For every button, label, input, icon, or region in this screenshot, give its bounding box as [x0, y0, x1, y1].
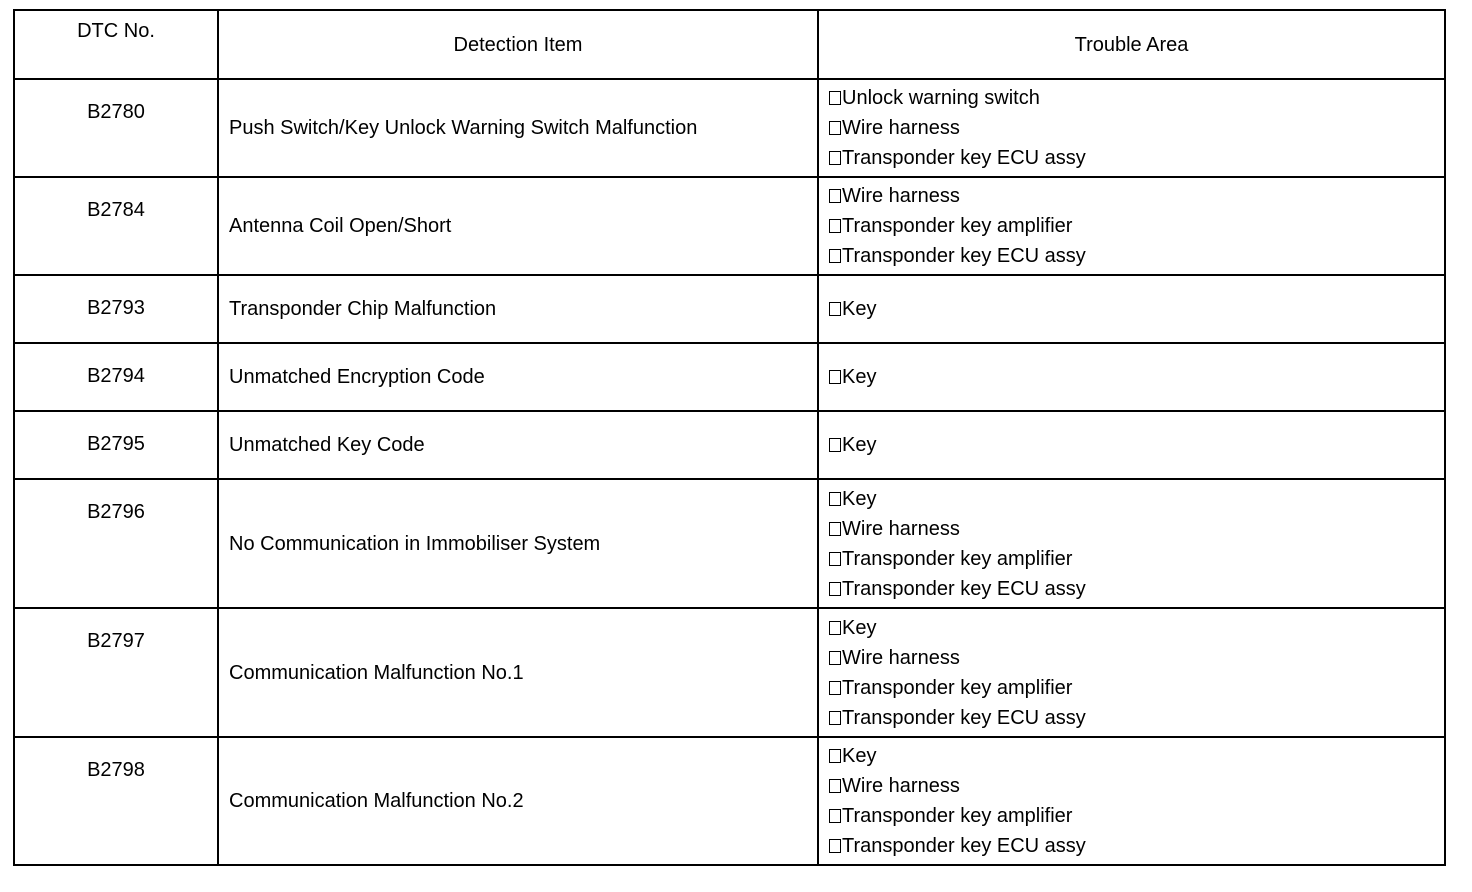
trouble-area: [818, 177, 1445, 275]
trouble-area-item: [829, 613, 1444, 643]
table-row: [14, 343, 1445, 411]
checkbox-bullet-icon: [829, 779, 841, 793]
trouble-area-label: Wire harness: [842, 117, 960, 139]
trouble-area-label: Key: [842, 487, 877, 510]
trouble-area-label: Key: [842, 298, 877, 320]
trouble-area-item: [829, 544, 1444, 574]
trouble-area-item: [829, 574, 1444, 604]
trouble-area-label: Key: [842, 434, 877, 456]
detection-item: Communication Malfunction No.2: [218, 737, 818, 865]
header-trouble-area: Trouble Area: [818, 10, 1445, 79]
checkbox-bullet-icon: [829, 189, 841, 203]
trouble-area-list: [829, 181, 1444, 271]
checkbox-bullet-icon: [829, 302, 841, 316]
dtc-table: [13, 9, 1446, 866]
detection-item: Transponder Chip Malfunction: [218, 275, 818, 343]
trouble-area-item: [829, 241, 1444, 271]
detection-item: Communication Malfunction No.1: [218, 608, 818, 737]
trouble-area-list: [829, 741, 1444, 861]
detection-item: Antenna Coil Open/Short: [218, 177, 818, 275]
trouble-area-item: [829, 831, 1444, 861]
trouble-area-label: Transponder key amplifier: [842, 676, 1073, 699]
dtc-code: B2798: [14, 737, 218, 865]
trouble-area-list: [829, 613, 1444, 733]
trouble-area-label: Wire harness: [842, 517, 960, 540]
table-row: [14, 177, 1445, 275]
checkbox-bullet-icon: [829, 681, 841, 695]
trouble-area-item: [829, 741, 1444, 771]
checkbox-bullet-icon: [829, 249, 841, 263]
table-row: [14, 608, 1445, 737]
checkbox-bullet-icon: [829, 438, 841, 452]
dtc-code: B2797: [14, 608, 218, 737]
checkbox-bullet-icon: [829, 219, 841, 233]
detection-item: Unmatched Key Code: [218, 411, 818, 479]
trouble-area-label: Wire harness: [842, 646, 960, 669]
header-detection-item: Detection Item: [218, 10, 818, 79]
trouble-area-list: [829, 484, 1444, 604]
detection-item: Unmatched Encryption Code: [218, 343, 818, 411]
trouble-area-item: [829, 113, 1444, 143]
checkbox-bullet-icon: [829, 711, 841, 725]
dtc-code: B2794: [14, 343, 218, 411]
trouble-area: [818, 411, 1445, 479]
trouble-area-label: Unlock warning switch: [842, 87, 1040, 109]
trouble-area-item: [829, 801, 1444, 831]
detection-item: Push Switch/Key Unlock Warning Switch Malfunction: [218, 79, 818, 177]
table-row: [14, 479, 1445, 608]
trouble-area-item: [829, 430, 1444, 460]
trouble-area-item: [829, 703, 1444, 733]
trouble-area-item: [829, 771, 1444, 801]
trouble-area-label: Key: [842, 366, 877, 388]
dtc-code: B2784: [14, 177, 218, 275]
trouble-area-item: [829, 484, 1444, 514]
checkbox-bullet-icon: [829, 492, 841, 506]
trouble-area-item: [829, 181, 1444, 211]
checkbox-bullet-icon: [829, 582, 841, 596]
trouble-area-list: [829, 362, 1444, 392]
checkbox-bullet-icon: [829, 91, 841, 105]
dtc-code: B2780: [14, 79, 218, 177]
trouble-area: [818, 79, 1445, 177]
table-row: [14, 275, 1445, 343]
trouble-area-label: Transponder key ECU assy: [842, 245, 1086, 267]
trouble-area: [818, 608, 1445, 737]
trouble-area-label: Wire harness: [842, 775, 960, 797]
checkbox-bullet-icon: [829, 621, 841, 635]
checkbox-bullet-icon: [829, 749, 841, 763]
trouble-area-label: Transponder key ECU assy: [842, 147, 1086, 169]
trouble-area-item: [829, 294, 1444, 324]
trouble-area-list: [829, 83, 1444, 173]
checkbox-bullet-icon: [829, 552, 841, 566]
trouble-area-label: Wire harness: [842, 185, 960, 207]
trouble-area: [818, 343, 1445, 411]
trouble-area-item: [829, 362, 1444, 392]
trouble-area-item: [829, 83, 1444, 113]
trouble-area: [818, 275, 1445, 343]
table-row: [14, 411, 1445, 479]
trouble-area-item: [829, 211, 1444, 241]
trouble-area-label: Key: [842, 616, 877, 639]
trouble-area-item: [829, 143, 1444, 173]
trouble-area-label: Transponder key amplifier: [842, 547, 1073, 570]
trouble-area-item: [829, 514, 1444, 544]
dtc-code: B2796: [14, 479, 218, 608]
checkbox-bullet-icon: [829, 809, 841, 823]
trouble-area-label: Transponder key amplifier: [842, 215, 1073, 237]
checkbox-bullet-icon: [829, 839, 841, 853]
trouble-area-label: Transponder key ECU assy: [842, 577, 1086, 600]
trouble-area-label: Transponder key ECU assy: [842, 835, 1086, 857]
table-row: [14, 79, 1445, 177]
checkbox-bullet-icon: [829, 151, 841, 165]
checkbox-bullet-icon: [829, 651, 841, 665]
dtc-code: B2793: [14, 275, 218, 343]
detection-item: No Communication in Immobiliser System: [218, 479, 818, 608]
trouble-area-label: Transponder key ECU assy: [842, 706, 1086, 729]
trouble-area-list: [829, 294, 1444, 324]
trouble-area-label: Transponder key amplifier: [842, 805, 1073, 827]
header-dtc-no: DTC No.: [14, 10, 218, 79]
trouble-area: [818, 737, 1445, 865]
trouble-area-list: [829, 430, 1444, 460]
dtc-code: B2795: [14, 411, 218, 479]
trouble-area-label: Key: [842, 745, 877, 767]
trouble-area: [818, 479, 1445, 608]
table-row: [14, 737, 1445, 865]
checkbox-bullet-icon: [829, 121, 841, 135]
header-row: [14, 10, 1445, 79]
trouble-area-item: [829, 643, 1444, 673]
trouble-area-item: [829, 673, 1444, 703]
checkbox-bullet-icon: [829, 522, 841, 536]
checkbox-bullet-icon: [829, 370, 841, 384]
